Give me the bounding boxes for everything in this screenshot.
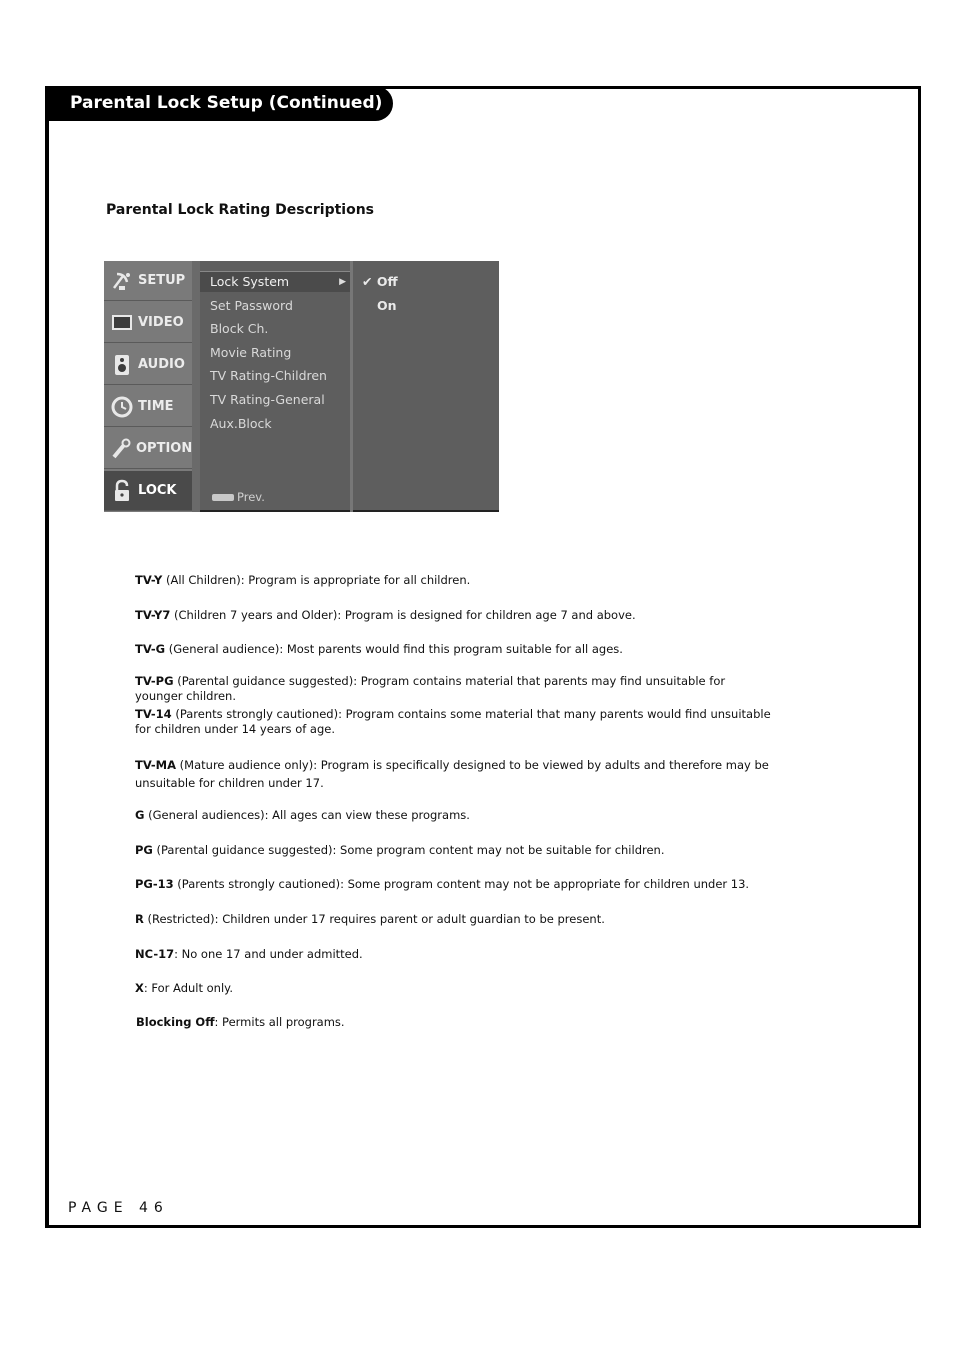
sidebar-item-label: VIDEO: [138, 315, 184, 330]
rating-description: [135, 877, 775, 892]
prev-label: Prev.: [237, 490, 265, 504]
rating-code: TV-MA: [135, 758, 177, 772]
rating-code: PG-13: [135, 877, 174, 891]
rating-description: [135, 808, 775, 823]
satellite-dish-icon: [110, 270, 134, 292]
option-label: On: [377, 298, 397, 313]
rating-description: [135, 674, 775, 704]
menu-item-label: Lock System: [210, 274, 290, 289]
page-number: PAGE 46: [68, 1200, 169, 1216]
osd-menu-screenshot: [104, 261, 499, 512]
section-subtitle: Parental Lock Rating Descriptions: [106, 202, 374, 218]
menu-item-aux-block[interactable]: Aux.Block: [210, 416, 272, 431]
rating-code: R: [135, 912, 144, 926]
arrow-right-icon: ▶: [339, 277, 346, 287]
rating-text: (General audiences): All ages can view these programs.: [144, 808, 470, 822]
rating-text: (Restricted): Children under 17 requires parent or adult guardian to be present.: [143, 912, 605, 926]
sidebar-item-video[interactable]: [104, 303, 192, 343]
rating-code: G: [135, 808, 145, 822]
rating-description: [135, 707, 775, 737]
prev-hint: [212, 490, 265, 504]
rating-description: [135, 573, 775, 588]
rating-text: (General audience): Most parents would find this program suitable for all ages.: [165, 642, 623, 656]
rating-text: (Parental guidance suggested): Some program content may not be suitable for children.: [152, 843, 665, 857]
menu-item-tv-rating-general[interactable]: TV Rating-General: [210, 392, 325, 407]
sidebar-item-label: AUDIO: [138, 357, 185, 372]
checkmark-icon: ✔: [362, 274, 373, 289]
osd-menu-top-bar: [200, 261, 350, 272]
sidebar-item-label: SETUP: [138, 273, 186, 288]
rating-description: [135, 912, 775, 927]
sidebar-item-audio[interactable]: [104, 345, 192, 385]
sidebar-item-label: TIME: [138, 399, 174, 414]
rating-code: NC-17: [135, 947, 175, 961]
rating-description: [135, 642, 775, 657]
tv-icon: [110, 312, 134, 334]
padlock-icon: [110, 480, 134, 502]
page-title: Parental Lock Setup (Continued): [45, 86, 393, 121]
osd-submenu: [200, 261, 350, 512]
option-off[interactable]: [362, 274, 398, 289]
osd-options: [356, 261, 499, 512]
option-label: Off: [376, 274, 398, 289]
rating-code: Blocking Off: [136, 1015, 215, 1029]
rating-description: [135, 981, 775, 996]
osd-divider: [350, 261, 353, 512]
clock-icon: [110, 396, 134, 418]
rating-code: TV-G: [135, 642, 166, 656]
rating-text: (All Children): Program is appropriate for all children.: [162, 573, 471, 587]
sidebar-item-lock[interactable]: [104, 471, 192, 511]
sidebar-item-label: OPTION: [136, 441, 193, 456]
sidebar-item-option[interactable]: [104, 429, 192, 469]
rating-text: (Parental guidance suggested): Program contains material that parents may find unsuitable for younger children.: [135, 674, 726, 703]
rating-code: X: [135, 981, 144, 995]
menu-item-movie-rating[interactable]: Movie Rating: [210, 345, 292, 360]
page-frame: [45, 86, 921, 1228]
osd-sidebar: [104, 261, 192, 512]
rating-code: TV-14: [135, 707, 172, 721]
rating-description: [135, 843, 775, 858]
rating-text: : Permits all programs.: [214, 1015, 345, 1029]
speaker-icon: [110, 354, 134, 376]
option-on[interactable]: [377, 298, 397, 313]
rating-description: [136, 1015, 776, 1030]
rating-text: (Parents strongly cautioned): Program contains some material that many parents would find unsuitable for children under 14 years of age.: [135, 707, 771, 736]
rating-code: TV-Y: [135, 573, 163, 587]
rating-text: (Mature audience only): Program is specifically designed to be viewed by adults and therefore may be unsuitable for children under 17.: [135, 758, 769, 790]
rating-description: [135, 947, 775, 962]
rating-code: TV-Y7: [135, 608, 171, 622]
rating-code: PG: [135, 843, 153, 857]
rating-description: [135, 608, 775, 623]
menu-item-lock-system[interactable]: [200, 272, 350, 292]
sidebar-item-setup[interactable]: [104, 261, 192, 301]
menu-item-block-ch[interactable]: Block Ch.: [210, 321, 269, 336]
rating-text: : For Adult only.: [143, 981, 233, 995]
rating-text: (Parents strongly cautioned): Some program content may not be appropriate for children under 13.: [173, 877, 750, 891]
rating-text: : No one 17 and under admitted.: [174, 947, 363, 961]
rating-description: [135, 756, 775, 792]
sidebar-item-label: LOCK: [138, 483, 177, 498]
menu-item-set-password[interactable]: Set Password: [210, 298, 293, 313]
menu-button-icon: [212, 494, 234, 501]
osd-divider: [192, 261, 200, 512]
sidebar-item-time[interactable]: [104, 387, 192, 427]
rating-code: TV-PG: [135, 674, 174, 688]
rating-text: (Children 7 years and Older): Program is designed for children age 7 and above.: [170, 608, 636, 622]
menu-item-tv-rating-children[interactable]: TV Rating-Children: [210, 368, 327, 383]
option-tool-icon: [110, 438, 132, 460]
